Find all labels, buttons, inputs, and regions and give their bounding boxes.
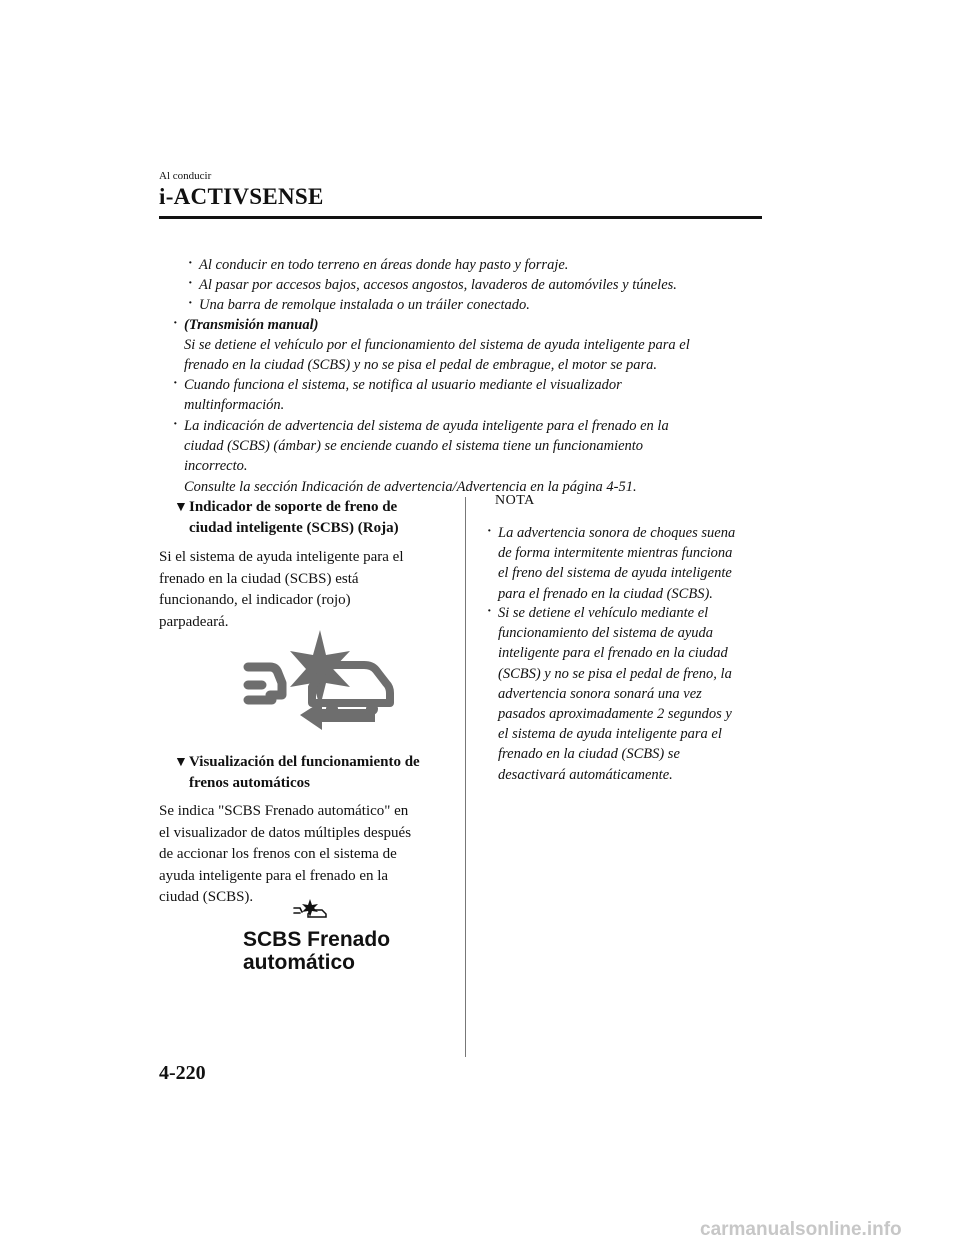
scbs-display-text bbox=[243, 928, 390, 974]
para-line: parpadeará. bbox=[159, 613, 229, 630]
warning-line: · La indicación de advertencia del sistema de ayuda inteligente para el frenado en la bbox=[184, 418, 669, 434]
indicator-paragraph bbox=[159, 547, 404, 633]
warning-line: incorrecto. bbox=[184, 458, 248, 475]
para-line: funcionando, el indicador (rojo) bbox=[159, 592, 351, 608]
sub-bullet-remolque: · Una barra de remolque instalada o un tráiler conectado. bbox=[199, 295, 530, 315]
notify-bullet bbox=[184, 375, 622, 415]
note-line: el sistema de ayuda inteligente para el bbox=[498, 726, 722, 743]
para-line: ciudad (SCBS). bbox=[159, 889, 254, 905]
note-line: desactivará automáticamente. bbox=[498, 766, 673, 783]
display-paragraph bbox=[159, 801, 411, 909]
small-scbs-icon bbox=[292, 898, 328, 920]
note-line: · Si se detiene el vehículo mediante el bbox=[498, 605, 709, 621]
sub-bullet-accesos: · Al pasar por accesos bajos, accesos angostos, lavaderos de automóviles y túneles. bbox=[199, 275, 677, 295]
heading-line: frenos automáticos bbox=[189, 775, 310, 791]
column-divider bbox=[465, 497, 466, 1057]
para-line: ayuda inteligente para el frenado en la bbox=[159, 867, 389, 884]
section-label: Al conducir bbox=[159, 170, 212, 182]
manual-line: Si se detiene el vehículo por el funcionamiento del sistema de ayuda inteligente para el bbox=[184, 337, 690, 354]
heading-line: Indicador de soporte de freno de bbox=[189, 499, 398, 515]
note-line: para el frenado en la ciudad (SCBS). bbox=[498, 585, 713, 602]
heading-scbs-indicator bbox=[174, 497, 399, 539]
manual-transmission-title: · (Transmisión manual) bbox=[184, 317, 319, 333]
chapter-title: i-ACTIVSENSE bbox=[159, 184, 324, 209]
note-line: el freno del sistema de ayuda inteligente bbox=[498, 565, 732, 582]
watermark: carmanualsonline.info bbox=[700, 1219, 902, 1240]
display-line: SCBS Frenado bbox=[243, 928, 391, 951]
para-line: frenado en la ciudad (SCBS) está bbox=[159, 570, 359, 587]
note-line: funcionamiento del sistema de ayuda bbox=[498, 625, 714, 642]
warning-line: ciudad (SCBS) (ámbar) se enciende cuando el sistema tiene un funcionamiento bbox=[184, 438, 644, 455]
note-bullet-vehicle-stop bbox=[498, 603, 732, 785]
heading-auto-brake-display bbox=[174, 752, 420, 794]
note-bullet-warning-sound bbox=[498, 523, 735, 604]
manual-transmission-bullet bbox=[184, 315, 690, 376]
warning-line: Consulte la sección Indicación de advertencia/Advertencia en la página 4-51. bbox=[184, 478, 637, 495]
note-line: frenado en la ciudad (SCBS) se bbox=[498, 746, 680, 763]
notify-line: · Cuando funciona el sistema, se notifica al usuario mediante el visualizador bbox=[184, 377, 622, 393]
para-line: Si el sistema de ayuda inteligente para el bbox=[159, 549, 404, 565]
para-line: el visualizador de datos múltiples después bbox=[159, 824, 412, 841]
note-line: · La advertencia sonora de choques suena bbox=[498, 525, 736, 541]
para-line: Se indica "SCBS Frenado automático" en bbox=[159, 803, 409, 819]
warning-bullet bbox=[184, 416, 669, 497]
nota-label: NOTA bbox=[495, 493, 535, 508]
note-line: advertencia sonora sonará una vez bbox=[498, 685, 702, 702]
scbs-indicator-icon bbox=[240, 625, 400, 735]
note-line: pasados aproximadamente 2 segundos y bbox=[498, 706, 732, 723]
display-line: automático bbox=[243, 951, 356, 974]
sub-bullet-pasto: · Al conducir en todo terreno en áreas donde hay pasto y forraje. bbox=[199, 255, 568, 275]
notify-line: multinformación. bbox=[184, 397, 285, 414]
triangle-down-icon: ▼ bbox=[174, 500, 188, 515]
heading-line: Visualización del funcionamiento de bbox=[189, 754, 420, 770]
note-line: (SCBS) y no se pisa el pedal de freno, la bbox=[498, 665, 732, 682]
header-rule bbox=[159, 216, 762, 219]
heading-line: ciudad inteligente (SCBS) (Roja) bbox=[189, 520, 399, 536]
note-line: de forma intermitente mientras funciona bbox=[498, 545, 733, 562]
note-line: inteligente para el frenado en la ciudad bbox=[498, 645, 728, 662]
para-line: de accionar los frenos con el sistema de bbox=[159, 846, 397, 862]
manual-line: frenado en la ciudad (SCBS) y no se pisa el pedal de embrague, el motor se para. bbox=[184, 357, 658, 374]
page-number: 4-220 bbox=[159, 1062, 206, 1084]
triangle-down-icon: ▼ bbox=[174, 755, 188, 770]
